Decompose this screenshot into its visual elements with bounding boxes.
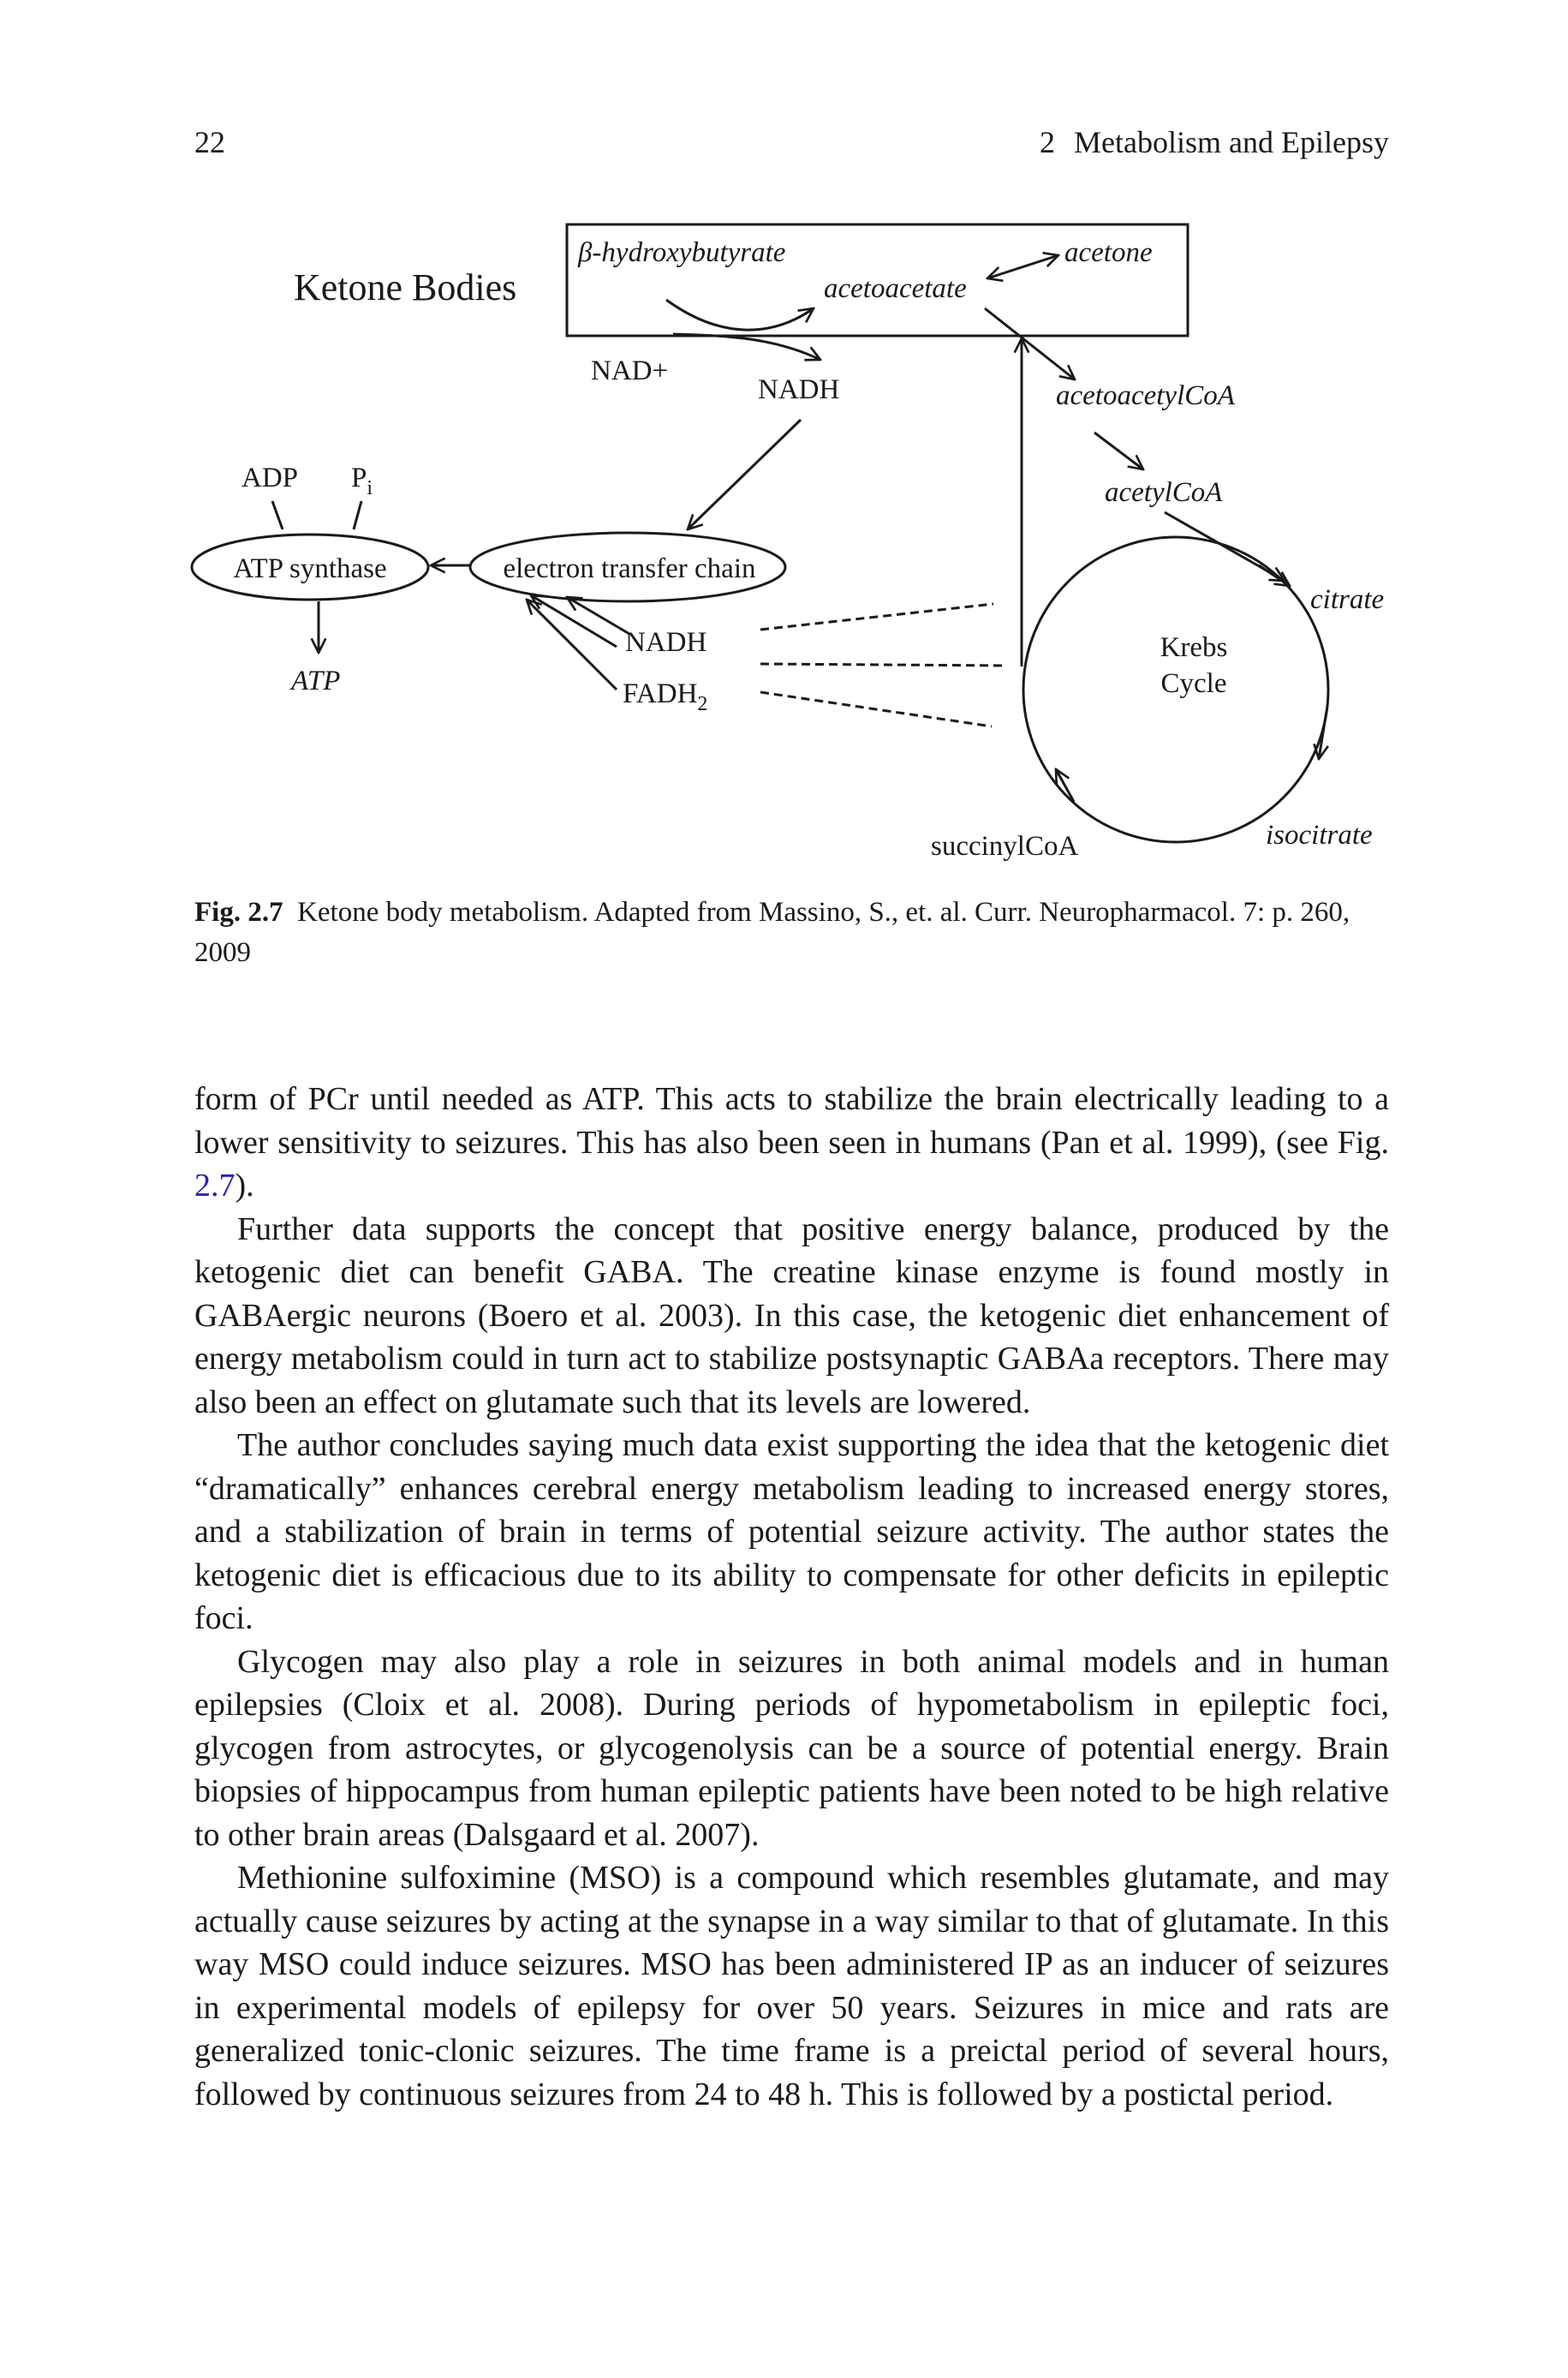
dashed-line-2 bbox=[760, 664, 1006, 666]
figure-link[interactable]: 2.7 bbox=[194, 1168, 235, 1204]
label-cycle: Cycle bbox=[1160, 668, 1227, 699]
arrow-cycle-to-isocitrate bbox=[1319, 711, 1327, 759]
figure-caption bbox=[194, 893, 1389, 973]
label-acetylcoa: acetylCoA bbox=[1105, 477, 1223, 508]
line-pi-to-synthase bbox=[354, 501, 361, 529]
caption-text: Ketone body metabolism. Adapted from Massino, S., et. al. Curr. Neuropharmacol. 7: p. 260, 2009 bbox=[194, 897, 1350, 968]
chapter-number: 2 bbox=[1040, 125, 1056, 159]
label-fadh2: $FADH_2$ bbox=[623, 678, 708, 715]
label-acetone: acetone bbox=[1064, 237, 1153, 268]
paragraph-3: The author concludes saying much data exist supporting the idea that the ketogenic diet “dramatically” enhances cerebral energy metabolism leading to increased energy stores, and a stabilization of brain in terms of potential seizure activity. The author states the ketogenic diet is efficacious due to its ability to compensate for other deficits in epileptic foci. bbox=[194, 1427, 1389, 1636]
ketone-metabolism-diagram bbox=[0, 0, 1568, 891]
paragraph-1: form of PCr until needed as ATP. This acts to stabilize the brain electrically leading to a lower sensitivity to seizures. This has also been seen in humans (Pan et al. 1999), (see Fig. 2.7). bbox=[194, 1081, 1389, 1204]
arrow-acetoacetate-to-acetoacetylcoa bbox=[985, 308, 1075, 379]
label-succinylcoa: succinylCoA bbox=[931, 831, 1079, 862]
label-krebs: Krebs bbox=[1160, 632, 1228, 663]
caption-label: Fig. 2.7 bbox=[194, 897, 283, 928]
label-nadh-top: NADH bbox=[758, 374, 840, 405]
label-adp: ADP bbox=[241, 463, 299, 493]
dashed-line-1 bbox=[760, 604, 993, 630]
arrow-nad-to-nadh bbox=[673, 334, 820, 360]
paragraph-2: Further data supports the concept that positive energy balance, produced by the ketogenic diet can benefit GABA. The creatine kinase enzyme is found mostly in GABAergic neurons (Boero et al. 2003). In this case, the ketogenic diet enhancement of energy metabolism could in turn act to stabilize postsynaptic GABAa receptors. There may also been an effect on glutamate such that its levels are lowered. bbox=[194, 1210, 1389, 1420]
label-pi: $P_i$ bbox=[351, 463, 373, 499]
arrow-nadh-to-etc-a bbox=[531, 595, 617, 647]
label-beta-hydroxybutyrate: β-hydroxybutyrate bbox=[578, 237, 786, 268]
label-atp-synthase: ATP synthase bbox=[233, 553, 387, 584]
diagram-title: Ketone Bodies bbox=[294, 266, 517, 308]
body-text bbox=[194, 1078, 1389, 2116]
page-number: 22 bbox=[194, 125, 225, 159]
arrow-acetoacetate-acetone bbox=[987, 255, 1058, 278]
paragraph-5: Methionine sulfoximine (MSO) is a compound which resembles glutamate, and may actually cause seizures by acting at the synapse in a way similar to that of glutamate. In this way MSO could induce seizures. MSO has been administered IP as an inducer of seizures in experimental models of epilepsy for over 50 years. Seizures in mice and rats are generalized tonic-clonic seizures. The time frame is a preictal period of several hours, followed by continuous seizures from 24 to 48 h. This is followed by a postictal period. bbox=[194, 1860, 1389, 2112]
label-atp: ATP bbox=[291, 666, 341, 696]
arrow-cycle-to-citrate bbox=[1259, 565, 1290, 586]
label-nadh-bottom: NADH bbox=[625, 627, 707, 658]
label-electron-transfer-chain: electron transfer chain bbox=[503, 553, 756, 584]
label-isocitrate: isocitrate bbox=[1266, 820, 1373, 851]
paragraph-4: Glycogen may also play a role in seizures in both animal models and in human epilepsies (Cloix et al. 2008). During periods of hypometabolism in epileptic foci, glycogen from astrocytes, or glycogenolysis can be a source of potential energy. Brain biopsies of hippocampus from human epileptic patients have been noted to be high relative to other brain areas (Dalsgaard et al. 2007). bbox=[194, 1643, 1389, 1853]
line-adp-to-synthase bbox=[272, 501, 283, 529]
label-acetoacetate: acetoacetate bbox=[824, 273, 967, 304]
chapter-title: Metabolism and Epilepsy bbox=[1074, 125, 1389, 159]
arrow-to-acetylcoa bbox=[1094, 433, 1143, 469]
label-acetoacetylcoa: acetoacetylCoA bbox=[1056, 380, 1235, 411]
arrow-hydroxybutyrate-to-acetoacetate bbox=[666, 300, 814, 330]
label-nad-plus: NAD+ bbox=[591, 356, 669, 386]
label-citrate: citrate bbox=[1310, 584, 1385, 615]
arrow-fadh2-to-etc bbox=[527, 600, 617, 690]
arrow-nadh-to-etc bbox=[688, 420, 801, 529]
dashed-line-3 bbox=[760, 692, 992, 726]
